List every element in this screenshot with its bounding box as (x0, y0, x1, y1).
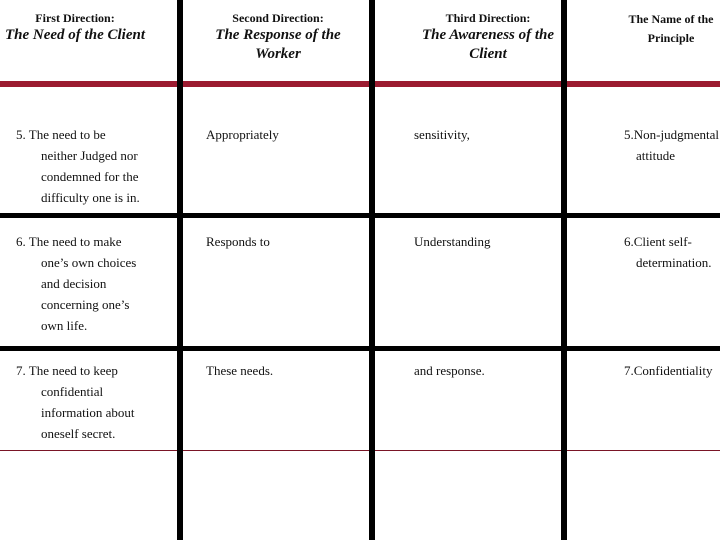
header-third-direction (408, 10, 568, 64)
need-line: and decision (41, 276, 107, 291)
need-line: difficulty one is in. (41, 190, 140, 205)
principle-line: 6.Client self- (624, 234, 692, 249)
need-line: 7. The need to keep (16, 363, 118, 378)
principle-cell-7 (624, 360, 712, 381)
header-title-line: Principle (647, 31, 695, 45)
header-second-direction (200, 10, 356, 64)
header-direction-label: First Direction: (35, 11, 115, 25)
header-first-direction (0, 10, 150, 45)
column-divider-1 (177, 0, 183, 540)
need-line: one’s own choices (41, 255, 137, 270)
principle-line: attitude (636, 148, 675, 163)
header-direction-label: Second Direction: (232, 11, 324, 25)
awareness-cell-7: and response. (414, 363, 485, 378)
awareness-cell-5: sensitivity, (414, 127, 470, 142)
need-line: oneself secret. (41, 426, 116, 441)
need-cell-7 (16, 360, 135, 444)
header-divider (0, 81, 720, 87)
need-line: own life. (41, 318, 88, 333)
need-line: information about (41, 405, 135, 420)
column-divider-3 (561, 0, 567, 540)
header-subtitle-line: The Awareness of the (421, 27, 555, 43)
need-line: confidential (41, 384, 104, 399)
need-line: 5. The need to be (16, 127, 106, 142)
need-cell-6 (16, 231, 136, 336)
principle-line: 7.Confidentiality (624, 363, 713, 378)
row-divider-2 (0, 346, 720, 351)
header-subtitle-line: Worker (255, 46, 301, 62)
row-divider-1 (0, 213, 720, 218)
principle-cell-5 (624, 124, 719, 166)
header-direction-label: Third Direction: (445, 11, 531, 25)
response-cell-5: Appropriately (206, 127, 279, 142)
need-cell-5 (16, 124, 140, 208)
response-cell-7: These needs. (206, 363, 274, 378)
header-title-line: The Name of the (628, 12, 714, 26)
principle-line: 5.Non-judgmental (624, 127, 719, 142)
need-line: neither Judged nor (41, 148, 138, 163)
principle-cell-6 (624, 231, 711, 273)
header-subtitle-line: Client (469, 46, 507, 62)
need-line: concerning one’s (41, 297, 130, 312)
principle-line: determination. (636, 255, 712, 270)
need-line: condemned for the (41, 169, 139, 184)
header-subtitle-line: The Response of the (215, 27, 341, 43)
column-divider-2 (369, 0, 375, 540)
header-subtitle: The Need of the Client (5, 27, 145, 43)
response-cell-6: Responds to (206, 234, 270, 249)
need-line: 6. The need to make (16, 234, 122, 249)
row-divider-3 (0, 450, 720, 451)
awareness-cell-6: Understanding (414, 234, 491, 249)
header-principle (616, 10, 720, 48)
